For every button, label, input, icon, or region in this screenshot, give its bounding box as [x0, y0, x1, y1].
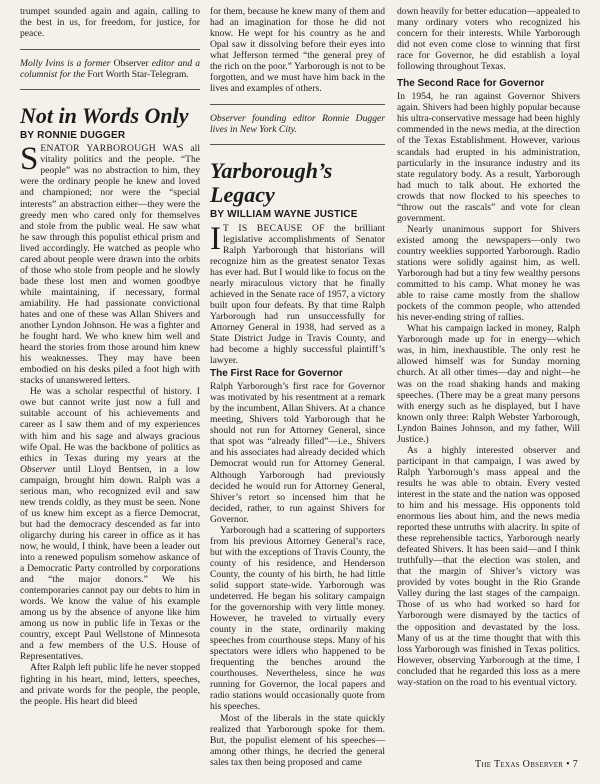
divider — [210, 144, 385, 145]
author-bio-ivins: Molly Ivins is a former Observer editor and a columnist for the Fort Worth Star-Telegram. — [20, 58, 200, 81]
article-paragraph: Nearly unanimous support for Shivers existed among the newspapers—only two country weeklies supported Yarborough. Radio stations were solidly against him, as well. Yarborough had but a tiny few wealthy persons committed to his camp. What money he was able to raise came mostly from the shallow pockets of the common people, who attended his never-ending string of rallies. — [397, 223, 580, 324]
section-subhead: The First Race for Governor — [210, 368, 343, 380]
divider — [210, 104, 385, 105]
article-paragraph: Most of the liberals in the state quickly realized that Yarborough spoke for them. But, the populist element of his speeches—among other things, he decried the general sales tax then being proposed and came — [210, 712, 385, 768]
author-bio-dugger: Observer founding editor Ronnie Dugger lives in New York City. — [210, 113, 385, 136]
article-headline: Not in Words Only — [20, 103, 189, 129]
section-subhead: The Second Race for Governor — [397, 78, 545, 90]
column-2 — [210, 6, 385, 768]
article-paragraph: He was a scholar respectful of history. I owe but cannot write just now a full and suitable account of his achievements and career as I saw them and of my experiences with him and his sage and always gracious wife Opal. He was the backbone of politics as ethics in Texas during my years at the Observer until Lloyd Bentsen, in a low campaign, brought him down. Ralph was a serious man, who recognized evil and saw new trends coldly, as they must be seen. None of us knew him except as a fierce Democrat, but had the democracy descended as far into oligarchy during his career in office as it has now, he would, I think, have been a leader out into a renewed populism somehow askance of a Democratic Party controlled by corporations and “the major donors.” We his contemporaries cannot pay our debts to him in words. We know the value of his example among us by the absence of anyone like him among us now in public life in Texas or the country, except Paul Wellstone of Minnesota and a few members of the U.S. House of Representatives. — [20, 386, 200, 663]
divider — [20, 49, 200, 50]
article-byline: BY RONNIE DUGGER — [20, 130, 126, 142]
article-paragraph: What his campaign lacked in money, Ralph Yarborough made up for in energy—which was, in him, inexhaustible. The only rest he allowed himself was for Sunday morning church. At all other times—day and night—he was on the road shaking hands and making speeches. (There may be a great many persons with energy such as he displayed, but I have known only three: Ralph Webster Yarborough, Lyndon Baines Johnson, and my father, Will Justice.) — [397, 323, 580, 445]
publication-name: The Texas Observer — [475, 759, 564, 770]
article-paragraph: In 1954, he ran against Governor Shivers again. Shivers had been highly popular because his ultra-conservative message had been highly commended in the news media, at the direction of the Texas Establishment. However, various scandals had erupted in his administration, particularly in the insurance industry and its state regulatory body. As a result, Yarborough had much to talk about. He exhorted the crowds that now flocked to his speeches to “throw out the rascals” and vote for clean government. — [397, 91, 580, 224]
article-paragraph: After Ralph left public life he never stopped fighting in his heart, mind, letters, speeches, and private words for the people, the people, the people. His heart did bleed — [20, 662, 200, 707]
divider — [20, 89, 200, 90]
article-paragraph: SENATOR YARBOROUGH WAS all vitality politics and the people. “The people” was no abstraction to him, they were the ordinary people he knew and loved and championed; nor were the “special interests” an abstraction either—they were the greedy men who cared only for themselves and stole from the public weal. He saw what he saw through this populist ethical prism and lived accordingly. He watched as people who cared about people were drawn into the orbits of those who stole from people and he slowly bade these lost men and women goodbye while maintaining, if necessary, formal amiability. He had passionate convictional hates and one of these was Allan Shivers and another Lyndon Johnson. He was a fighter and he fought hard. We who knew him well and heard the stories from those around him knew his weaknesses. They may have been embodied on his desks piled a foot high with stacks of unanswered letters. — [20, 141, 200, 387]
article-headline: Yarborough’s Legacy — [210, 158, 333, 208]
page-footer — [475, 759, 578, 770]
article-paragraph: I T IS BECAUSE OF the brilliant legislative accomplishments of Senator Ralph Yarborough that historians will recognize him as the greatest senator Texas has ever had. But I would like to focus on the nearly miraculous victory that he finally achieved in the Senate race of 1957, a victory built upon four defeats. By that time Ralph Yarborough had run unsuccessfully for Attorney General in 1938, had served as a State District Judge in Travis County, and had become a highly successful plaintiff’s lawyer. — [210, 220, 386, 367]
article-paragraph: Yarborough had a scattering of supporters from his previous Attorney General’s race, but with the exceptions of Travis County, the county of his residence, and Henderson County, the county of his birth, he had little solid support state-wide. Yarborough was undeterred. He began his solitary campaign for the governorship with very little money. However, he traveled to virtually every county in the state, ordinarily making speeches from courthouse steps. Many of his spectators were idlers who happened to be frequenting the benches around the courthouses. Nevertheless, since he was running for Governor, the local papers and radio stations would occasionally quote from his speeches. — [210, 524, 385, 713]
article-paragraph: Ralph Yarborough’s first race for Governor was motivated by his resentment at a remark by the incumbent, Allan Shivers. At a chance meeting, Shivers told Yarborough that he should not run for Attorney General, since that spot was “already filled”—i.e., Shivers and his associates had already decided which Democrat would run for Attorney General. Although Yarborough had previously decided he would run for Attorney General, Shiver’s retort so incensed him that he decided, rather, to run against Shivers for Governor. — [210, 381, 385, 525]
article-continued: for them, because he knew many of them and had an imagination for those he did not know. He wept for his country as he and Opal saw it dissolving before their eyes into what Jefferson termed “the general prey of the rich on the poor.” Yarborough is not to be forgotten, and we must have him back in the lives and examples of others. — [210, 6, 385, 95]
footer-bullet: • — [566, 759, 570, 770]
page-number: 7 — [572, 759, 578, 770]
article-byline: BY WILLIAM WAYNE JUSTICE — [210, 209, 358, 221]
drop-cap: S — [20, 141, 39, 178]
article-paragraph: As a highly interested observer and participant in that campaign, I was awed by Ralph Yarborough’s mass appeal and the results he was able to obtain. Every vested interest in the state and the nation was opposed to him and his message. His opponents told enormous lies about him, and the news media reported these untruths with alacrity. In spite of these reprehensible tactics, Yarborough nearly defeated Shivers. It has been said—and I think truthfully—that the election was stolen, and that the margin of Shiver’s victory was provided by votes bought in the Rio Grande Valley during the last stages of the campaign. Those of us who had worked so hard for Yarborough were dismayed by the tactics of the opposition and devastated by the loss. Many of us at the time thought that with this loss Yarborough was finished in Texas politics. However, observing Yarborough at the time, I concluded that he regarded this loss as a mere way-station on the road to his eventual victory. — [397, 444, 580, 688]
drop-cap: I — [210, 220, 221, 257]
column-1 — [20, 6, 200, 707]
previous-article-ending: trumpet sounded again and again, calling to the best in us, for freedom, for justice, for peace. — [20, 6, 200, 40]
column-3 — [397, 6, 580, 688]
article-continued: down heavily for better education—appealed to many ordinary voters who recognized his concern for their interests. While Yarborough did not even come close to winning that first race for Governor, he did establish a loyal following throughout Texas. — [397, 6, 581, 73]
